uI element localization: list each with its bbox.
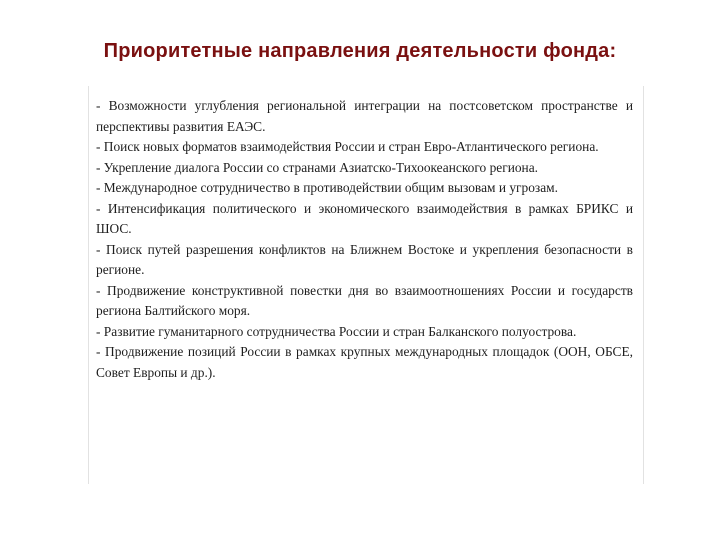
list-item-asia-pacific: - Укрепление диалога России со странами Азиатско-Тихоокеанского региона. bbox=[96, 159, 539, 175]
slide-title: Приоритетные направления деятельности фонда: bbox=[103, 40, 617, 62]
list-item-euro-atlantic: - Поиск новых форматов взаимодействия России и стран Евро-Атлантического региона. bbox=[96, 139, 599, 154]
list-item-baltic-region: - Продвижение конструктивной повестки дня во взаимоотношениях России и государств региона Балтийского моря. bbox=[96, 282, 633, 318]
list-item-balkans: - Развитие гуманитарного сотрудничества России и стран Балканского полуострова. bbox=[96, 323, 577, 339]
list-item-brics-sco: - Интенсификация политического и экономического взаимодействия в рамках БРИКС и ШОС. bbox=[96, 200, 633, 236]
list-item-international-platforms: - Продвижение позиций России в рамках крупных международных площадок (ООН, ОБСЕ, Совет Европы и др.). bbox=[96, 344, 633, 380]
list-item-common-threats: - Международное сотрудничество в противодействии общим вызовам и угрозам. bbox=[96, 180, 558, 195]
priority-list bbox=[89, 86, 643, 383]
document-image-panel bbox=[88, 86, 644, 484]
list-item-middle-east: - Поиск путей разрешения конфликтов на Ближнем Востоке и укрепления безопасности в регионе. bbox=[96, 241, 633, 277]
list-item-eaeu-integration: - Возможности углубления региональной интеграции на постсоветском пространстве и перспективы развития ЕАЭС. bbox=[96, 98, 633, 134]
